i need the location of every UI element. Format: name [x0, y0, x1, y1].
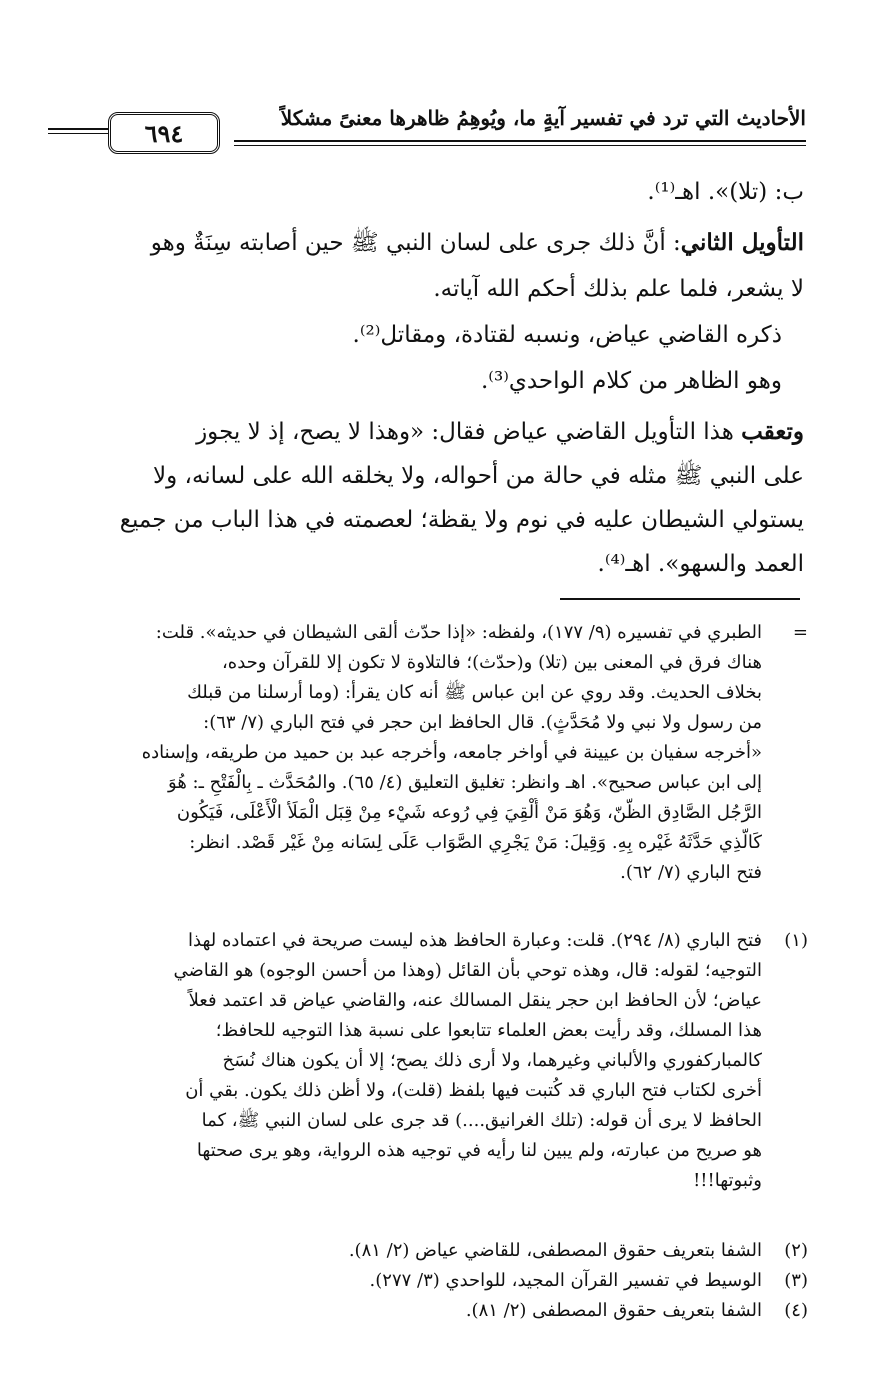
- page-header: [48, 106, 806, 156]
- footnote-line: الحافظ لا يرى أن قوله: (تلك الغرانيق....) قد جرى على لسان النبي ﷺ، كما: [201, 1110, 762, 1131]
- header-rule: [234, 145, 806, 146]
- footnote-line: أخرى لكتاب فتح الباري قد كُتبت فيها بلفظ (قلت)، ولا أظن ذلك يكون. بقي أن: [185, 1080, 762, 1101]
- body-line: [100, 220, 804, 266]
- body-line: العمد والسهو». اهـ⁽⁴⁾.: [597, 551, 804, 577]
- body-line: وهو الظاهر من كلام الواحدي⁽³⁾.: [480, 368, 782, 394]
- footnote-line: بخلاف الحديث. وقد روي عن ابن عباس ﷺ أنه كان يقرأ: (وما أرسلنا من قبلك: [187, 682, 762, 703]
- footnote-line: هذا المسلك، وقد رأيت بعض العلماء تتابعوا على نسبة هذا التوجيه للحافظ؛: [215, 1020, 762, 1041]
- footnote-line: من رسول ولا نبي ولا مُحَدَّثٍ). قال الحافظ ابن حجر في فتح الباري (٧/ ٦٣):: [203, 712, 762, 733]
- footnote-line: إلى ابن عباس صحيح». اهـ وانظر: تغليق التعليق (٤/ ٦٥). والمُحَدَّث ـ بِالْفَتْحِ ـ: هُوَ: [168, 772, 762, 793]
- footnote: [48, 1266, 808, 1296]
- body-line: ب: (تلا)». اهـ⁽¹⁾.: [647, 179, 804, 205]
- footnote: [48, 1236, 808, 1266]
- header-rule: [48, 133, 108, 134]
- footnote-separator: [560, 598, 800, 600]
- footnote-line: الوسيط في تفسير القرآن المجيد، للواحدي (٣/ ٢٧٧).: [369, 1270, 762, 1291]
- page-number: ٦٩٤: [144, 118, 184, 148]
- line-text: هذا التأويل القاضي عياض فقال: «وهذا لا يصح، إذ لا يجوز: [196, 419, 742, 445]
- footnote-line: الشفا بتعريف حقوق المصطفى (٢/ ٨١).: [465, 1300, 762, 1321]
- footnote-line: كَالَّذِي حَدَّثَهُ غَيْره بِهِ. وَقِيلَ: مَنْ يَجْرِي الصَّوَاب عَلَى لِسَانه مِنْ غَيْر قَصْد. انظر:: [189, 832, 762, 853]
- footnote-marker: =: [792, 622, 808, 643]
- footnote: [48, 926, 808, 1196]
- footnote-line: فتح الباري (٨/ ٢٩٤). قلت: وعبارة الحافظ هذه ليست صريحة في اعتماده لهذا: [188, 930, 762, 951]
- page-number-box: [108, 112, 220, 154]
- footnote-line: الرَّجُل الصَّادِق الظَّنّ، وَهُوَ مَنْ أُلْقِيَ فِي رُوعه شَيْء مِنْ قِبَل الْمَلَأ الْأَعْلَى، فَيَكُون: [176, 802, 762, 823]
- bold-label: التأويل الثاني: [680, 229, 804, 256]
- header-rule: [48, 128, 108, 130]
- footnote: [48, 1296, 808, 1326]
- footnote-line: هو صريح من عبارته، ولم يبين لنا رأيه في توجيه هذه الرواية، وهو يرى صحتها: [196, 1140, 762, 1161]
- footnote-line: وثبوتها!!!: [693, 1170, 762, 1191]
- main-text: [100, 172, 804, 586]
- footnote-line: فتح الباري (٧/ ٦٢).: [620, 862, 762, 883]
- footnote-line: الشفا بتعريف حقوق المصطفى، للقاضي عياض (٢/ ٨١).: [348, 1240, 762, 1261]
- bold-label: وتعقب: [741, 418, 804, 445]
- footnote: [48, 618, 808, 888]
- footnote-marker: (٢): [784, 1240, 808, 1261]
- footnote-marker: (٣): [784, 1270, 808, 1291]
- body-line: على النبي ﷺ مثله في حالة من أحواله، ولا يخلقه الله على لسانه، ولا: [152, 463, 804, 489]
- footnote-line: كالمباركفوري والألباني وغيرهما، ولا أرى ذلك يصح؛ إلا أن يكون هناك نُسَخ: [222, 1050, 762, 1071]
- body-line: لا يشعر، فلما علم بذلك أحكم الله آياته.: [433, 276, 804, 302]
- footnote-marker: (٤): [784, 1300, 808, 1321]
- body-line: ذكره القاضي عياض، ونسبه لقتادة، ومقاتل⁽²⁾.: [352, 322, 782, 348]
- footnote-marker: (١): [784, 930, 808, 951]
- running-title: الأحاديث التي ترد في تفسير آيةٍ ما، ويُوهِمُ ظاهرها معنىً مشكلاً: [280, 106, 806, 130]
- footnote-line: هناك فرق في المعنى بين (تلا) و(حدّث)؛ فالتلاوة لا تكون إلا للقرآن وحده،: [221, 652, 762, 673]
- header-rule: [234, 140, 806, 142]
- footnote-line: الطبري في تفسيره (٩/ ١٧٧)، ولفظه: «إذا حدّث ألقى الشيطان في حديثه». قلت:: [155, 622, 762, 643]
- footnote-line: التوجيه؛ لقوله: قال، وهذه توحي بأن القائل (وهذا من أحسن الوجوه) هو القاضي: [173, 960, 762, 981]
- footnote-line: عياض؛ لأن الحافظ ابن حجر ينقل المسالك عنه، والقاضي عياض قد اعتمد فعلاً: [188, 990, 762, 1011]
- body-line: يستولي الشيطان عليه في نوم ولا يقظة؛ لعصمته في هذا الباب من جميع: [119, 507, 804, 533]
- body-line: [100, 410, 804, 454]
- line-text: : أنَّ ذلك جرى على لسان النبي ﷺ حين أصابته سِنَةٌ وهو: [150, 230, 681, 256]
- footnote-line: «أخرجه سفيان بن عيينة في أواخر جامعه، وأخرجه عبد بن حميد من طريقه، وإسناده: [141, 742, 762, 763]
